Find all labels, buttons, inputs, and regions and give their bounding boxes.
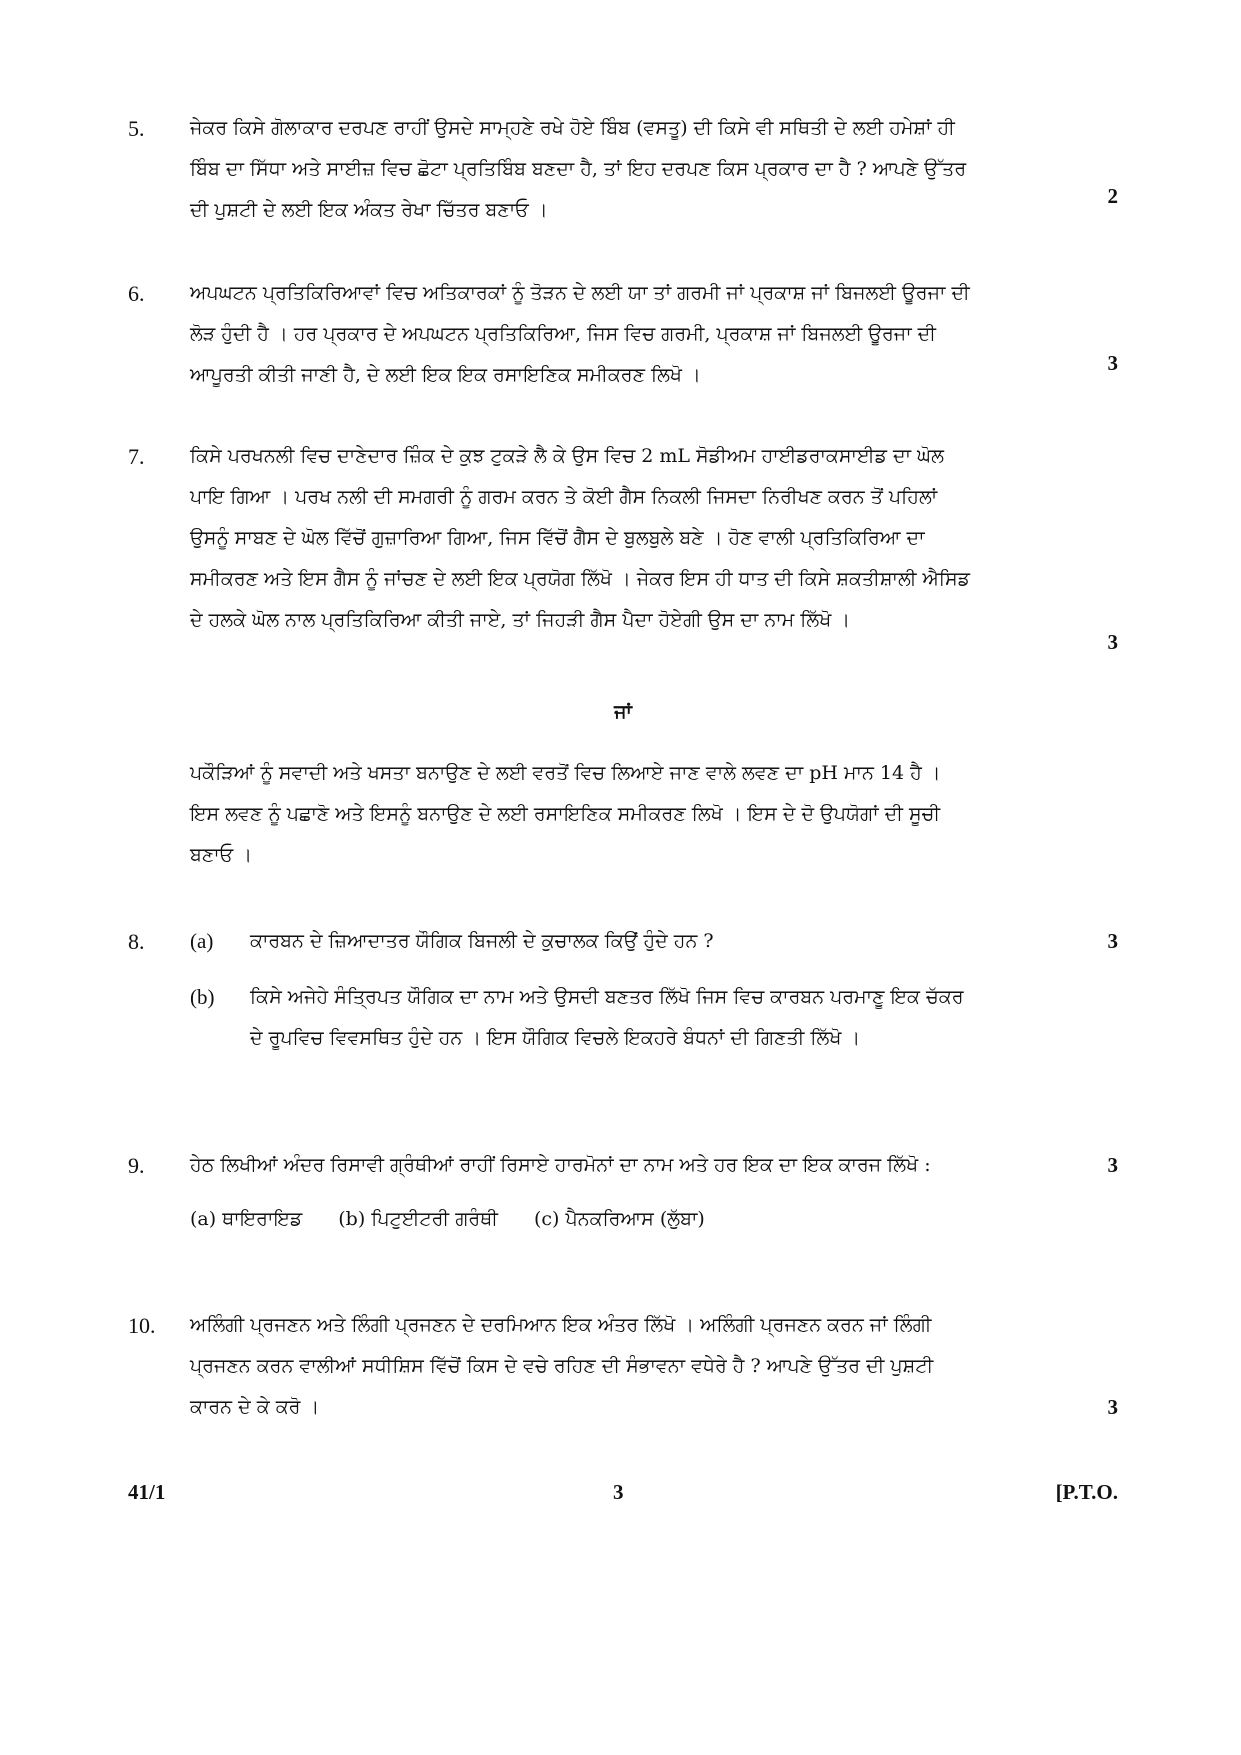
option-b: (b) ਪਿਟੁਈਟਰੀ ਗਰੰਥੀ: [338, 1208, 498, 1230]
alternative-question-text: ਪਕੌੜਿਆਂ ਨੂੰ ਸਵਾਦੀ ਅਤੇ ਖਸਤਾ ਬਨਾਉਣ ਦੇ ਲਈ ਵਰਤੋਂ ਵਿਚ ਲਿਆਏ ਜਾਣ ਵਾਲੇ ਲਵਣ ਦਾ pH ਮਾਨ 14 ਹੈ । ਇਸ ਲਵਣ ਨੂੰ ਪਛਾਣੋ ਅਤੇ ਇਸਨੂੰ ਬਨਾਉਣ ਦੇ ਲਈ ਰਸਾਇਣਿਕ ਸਮੀਕਰਣ ਲਿਖੋ । ਇਸ ਦੇ ਦੋ ਉਪਯੋਗਾਂ ਦੀ ਸੂਚੀ ਬਣਾਓ ।: [190, 762, 941, 866]
question-number: 7.: [128, 444, 145, 469]
question-text: ਕਿਸੇ ਪਰਖਨਲੀ ਵਿਚ ਦਾਣੇਦਾਰ ਜ਼ਿੰਕ ਦੇ ਕੁਝ ਟੁਕੜੇ ਲੈ ਕੇ ਉਸ ਵਿਚ 2 mL ਸੋਡੀਅਮ ਹਾਈਡਰਾਕਸਾਈਡ ਦਾ ਘੋਲ ਪਾਇ ਗਿਆ । ਪਰਖ ਨਲੀ ਦੀ ਸਮਗਰੀ ਨੂੰ ਗਰਮ ਕਰਨ ਤੇ ਕੋਈ ਗੈਸ ਨਿਕਲੀ ਜਿਸਦਾ ਨਿਰੀਖਣ ਕਰਨ ਤੋਂ ਪਹਿਲਾਂ ਉਸਨੂੰ ਸਾਬਣ ਦੇ ਘੋਲ ਵਿੱਚੋਂ ਗੁਜ਼ਾਰਿਆ ਗਿਆ, ਜਿਸ ਵਿੱਚੋਂ ਗੈਸ ਦੇ ਬੁਲਬੁਲੇ ਬਣੇ । ਹੋਣ ਵਾਲੀ ਪ੍ਰਤਿਕਿਰਿਆ ਦਾ ਸਮੀਕਰਣ ਅਤੇ ਇਸ ਗੈਸ ਨੂੰ ਜਾਂਚਣ ਦੇ ਲਈ ਇਕ ਪ੍ਰਯੋਗ ਲਿੱਖੋ । ਜੇਕਰ ਇਸ ਹੀ ਧਾਤ ਦੀ ਕਿਸੇ ਸ਼ਕਤੀਸ਼ਾਲੀ ਐਸਿਡ ਦੇ ਹਲਕੇ ਘੋਲ ਨਾਲ ਪ੍ਰਤਿਕਿਰਿਆ ਕੀਤੀ ਜਾਏ, ਤਾਂ ਜਿਹੜੀ ਗੈਸ ਪੈਦਾ ਹੋਏਗੀ ਉਸ ਦਾ ਨਾਮ ਲਿੱਖੋ ।: [190, 445, 970, 631]
question-text: ਅਲਿੰਗੀ ਪ੍ਰਜਣਨ ਅਤੇ ਲਿੰਗੀ ਪ੍ਰਜਣਨ ਦੇ ਦਰਮਿਆਨ ਇਕ ਅੰਤਰ ਲਿੱਖੋ । ਅਲਿੰਗੀ ਪ੍ਰਜਣਨ ਕਰਨ ਜਾਂ ਲਿੰਗੀ ਪ੍ਰਜਣਨ ਕਰਨ ਵਾਲੀਆਂ ਸਧੀਸ਼ਿਸ ਵਿੱਚੋਂ ਕਿਸ ਦੇ ਵਚੇ ਰਹਿਣ ਦੀ ਸੰਭਾਵਨਾ ਵਧੇਰੇ ਹੈ ? ਆਪਣੇ ਉੱਤਰ ਦੀ ਪੁਸ਼ਟੀ ਕਾਰਨ ਦੇ ਕੇ ਕਰੋ ।: [190, 1314, 934, 1418]
or-separator: ਜਾਂ: [614, 701, 632, 723]
pto-label: [P.T.O.: [1055, 1480, 1118, 1504]
option-c: (c) ਪੈਨਕਰਿਆਸ (ਲੁੱਬਾ): [533, 1208, 705, 1230]
question-number: 9.: [128, 1153, 145, 1178]
sub-question-label: (a): [190, 929, 214, 953]
page-number: 3: [613, 1480, 624, 1504]
question-number: 5.: [128, 116, 145, 141]
question-number: 10.: [128, 1313, 156, 1338]
marks: 3: [1107, 351, 1118, 375]
question-number: 6.: [128, 281, 145, 306]
marks: 3: [1107, 929, 1118, 953]
marks: 3: [1107, 630, 1118, 654]
paper-code: 41/1: [128, 1480, 166, 1504]
option-a: (a) ਥਾਇਰਾਇਡ: [190, 1208, 303, 1230]
marks: 3: [1107, 1153, 1118, 1177]
marks: 2: [1107, 184, 1118, 208]
sub-question-text: ਕਿਸੇ ਅਜੇਹੇ ਸੰਤ੍ਰਿਪਤ ਯੌਗਿਕ ਦਾ ਨਾਮ ਅਤੇ ਉਸਦੀ ਬਣਤਰ ਲਿੱਖੋ ਜਿਸ ਵਿਚ ਕਾਰਬਨ ਪਰਮਾਣੂ ਇਕ ਚੱਕਰ ਦੇ ਰੂਪਵਿਚ ਵਿਵਸਥਿਤ ਹੁੰਦੇ ਹਨ । ਇਸ ਯੌਗਿਕ ਵਿਚਲੇ ਇਕਹਰੇ ਬੰਧਨਾਂ ਦੀ ਗਿਣਤੀ ਲਿੱਖੋ ।: [250, 986, 964, 1049]
options-list: [190, 1199, 705, 1240]
question-number: 8.: [128, 929, 145, 954]
marks: 3: [1107, 1395, 1118, 1419]
question-text: ਹੇਠ ਲਿਖੀਆਂ ਅੰਦਰ ਰਿਸਾਵੀ ਗ੍ਰੰਥੀਆਂ ਰਾਹੀਂ ਰਿਸਾਏ ਹਾਰਮੋਨਾਂ ਦਾ ਨਾਮ ਅਤੇ ਹਰ ਇਕ ਦਾ ਇਕ ਕਾਰਜ ਲਿੱਖੋ :: [190, 1154, 931, 1176]
question-text: ਜੇਕਰ ਕਿਸੇ ਗੋਲਾਕਾਰ ਦਰਪਣ ਰਾਹੀਂ ਉਸਦੇ ਸਾਮ੍ਹਣੇ ਰਖੇ ਹੋਏ ਬਿੰਬ (ਵਸਤੂ) ਦੀ ਕਿਸੇ ਵੀ ਸਥਿਤੀ ਦੇ ਲਈ ਹਮੇਸ਼ਾਂ ਹੀ ਬਿੰਬ ਦਾ ਸਿੱਧਾ ਅਤੇ ਸਾਈਜ਼ ਵਿਚ ਛੋਟਾ ਪ੍ਰਤਿਬਿੰਬ ਬਣਦਾ ਹੈ, ਤਾਂ ਇਹ ਦਰਪਣ ਕਿਸ ਪ੍ਰਕਾਰ ਦਾ ਹੈ ? ਆਪਣੇ ਉੱਤਰ ਦੀ ਪੁਸ਼ਟੀ ਦੇ ਲਈ ਇਕ ਅੰਕਤ ਰੇਖਾ ਚਿੱਤਰ ਬਣਾਓ ।: [190, 117, 967, 221]
question-text: ਅਪਘਟਨ ਪ੍ਰਤਿਕਿਰਿਆਵਾਂ ਵਿਚ ਅਤਿਕਾਰਕਾਂ ਨੂੰ ਤੋੜਨ ਦੇ ਲਈ ਯਾ ਤਾਂ ਗਰਮੀ ਜਾਂ ਪ੍ਰਕਾਸ਼ ਜਾਂ ਬਿਜਲਈ ਊਰਜਾ ਦੀ ਲੋੜ ਹੁੰਦੀ ਹੈ । ਹਰ ਪ੍ਰਕਾਰ ਦੇ ਅਪਘਟਨ ਪ੍ਰਤਿਕਿਰਿਆ, ਜਿਸ ਵਿਚ ਗਰਮੀ, ਪ੍ਰਕਾਸ਼ ਜਾਂ ਬਿਜਲਈ ਊਰਜਾ ਦੀ ਆਪੂਰਤੀ ਕੀਤੀ ਜਾਣੀ ਹੈ, ਦੇ ਲਈ ਇਕ ਇਕ ਰਸਾਇਣਿਕ ਸਮੀਕਰਣ ਲਿਖੋ ।: [190, 282, 970, 386]
sub-question-label: (b): [190, 985, 215, 1009]
sub-question-text: ਕਾਰਬਨ ਦੇ ਜ਼ਿਆਦਾਤਰ ਯੌਗਿਕ ਬਿਜਲੀ ਦੇ ਕੁਚਾਲਕ ਕਿਉਂ ਹੁੰਦੇ ਹਨ ?: [250, 930, 714, 952]
